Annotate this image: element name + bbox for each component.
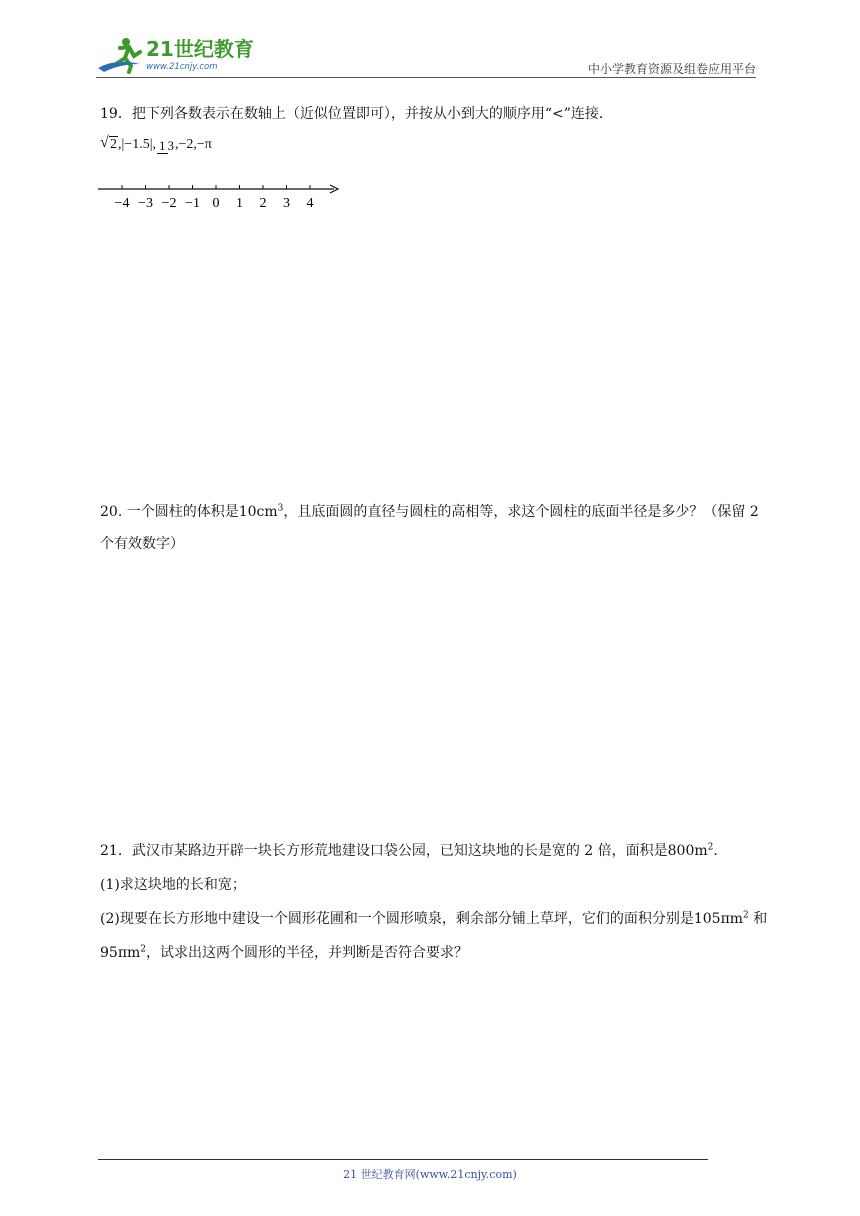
q21-sub2-text-2: ，试求出这两个圆形的半径，并判断是否符合要求？ xyxy=(146,945,469,961)
runner-icon xyxy=(98,38,140,72)
separator: , xyxy=(118,137,122,152)
footer-text: 21 世纪教育网(www.21cnjy.com) xyxy=(343,1168,517,1181)
separator: , xyxy=(152,137,157,152)
radicand: 2 xyxy=(110,137,117,152)
axis-tick-label: 4 xyxy=(306,196,314,211)
q20-volume-exponent: 3 xyxy=(277,503,284,514)
question-20 xyxy=(100,496,770,560)
logo-text: 21世纪教育 xyxy=(146,37,254,61)
q21-area: 800m xyxy=(667,843,708,859)
fraction xyxy=(157,138,174,153)
q21-period: ． xyxy=(713,843,728,859)
question-21 xyxy=(100,834,770,970)
number-line xyxy=(98,178,343,212)
q21-area-1-exponent: 2 xyxy=(743,910,749,921)
fraction-denominator: 3 xyxy=(167,137,175,153)
q21-subquestion-2 xyxy=(100,902,770,970)
footer-divider xyxy=(98,1159,708,1160)
header-divider xyxy=(96,77,756,78)
sqrt-expression xyxy=(100,134,118,153)
q21-text-1: 21．武汉市某路边开辟一块长方形荒地建设口袋公园，已知这块地的长是宽的 2 倍，面积是 xyxy=(100,843,668,859)
q21-area-2-exponent: 2 xyxy=(140,944,147,955)
question-19: 19．把下列各数表示在数轴上（近似位置即可），并按从小到大的顺序用“<”连接． xyxy=(100,106,613,122)
q21-stem xyxy=(100,834,770,868)
21cnjy-logo xyxy=(96,34,266,74)
axis-tick-label: −3 xyxy=(138,196,153,211)
axis-tick-label: 0 xyxy=(212,196,220,211)
axis-tick-label: −4 xyxy=(114,196,130,211)
abs-value: |−1.5| xyxy=(121,137,153,152)
axis-tick-label: 2 xyxy=(259,196,267,211)
q20-text-1: 20. 一个圆柱的体积是 xyxy=(100,504,239,520)
q21-and: 和 xyxy=(748,911,768,927)
axis-tick-label: 1 xyxy=(236,196,243,211)
logo-url: www.21cnjy.com xyxy=(146,62,218,72)
q20-volume: 10cm xyxy=(238,504,278,520)
platform-tagline: 中小学教育资源及组卷应用平台 xyxy=(587,62,756,76)
radical-sign: √ xyxy=(100,134,109,151)
page-header xyxy=(96,30,756,78)
q21-sub2-text-1: (2)现要在长方形地中建设一个圆形花圃和一个圆形喷泉，剩余部分铺上草坪，它们的面积分别是 xyxy=(100,911,694,927)
q20-text-2: ，且底面圆的直径与圆柱的高相等，求这个圆柱的底面半径是多少？（保留 2 个有效数字） xyxy=(100,504,759,552)
q21-area-exponent: 2 xyxy=(707,842,714,853)
fraction-numerator: 1 xyxy=(159,137,166,153)
axis-tick-label: −2 xyxy=(161,196,177,211)
q19-expression xyxy=(100,134,212,177)
axis-tick-label: −1 xyxy=(185,196,200,211)
axis-tick-label: 3 xyxy=(283,196,290,211)
q21-area-2: 95πm xyxy=(100,945,141,961)
q21-subquestion-1: (1)求这块地的长和宽； xyxy=(100,877,246,893)
q21-area-1: 105πm xyxy=(693,911,744,927)
expression-rest: ,−2,−π xyxy=(175,137,212,152)
